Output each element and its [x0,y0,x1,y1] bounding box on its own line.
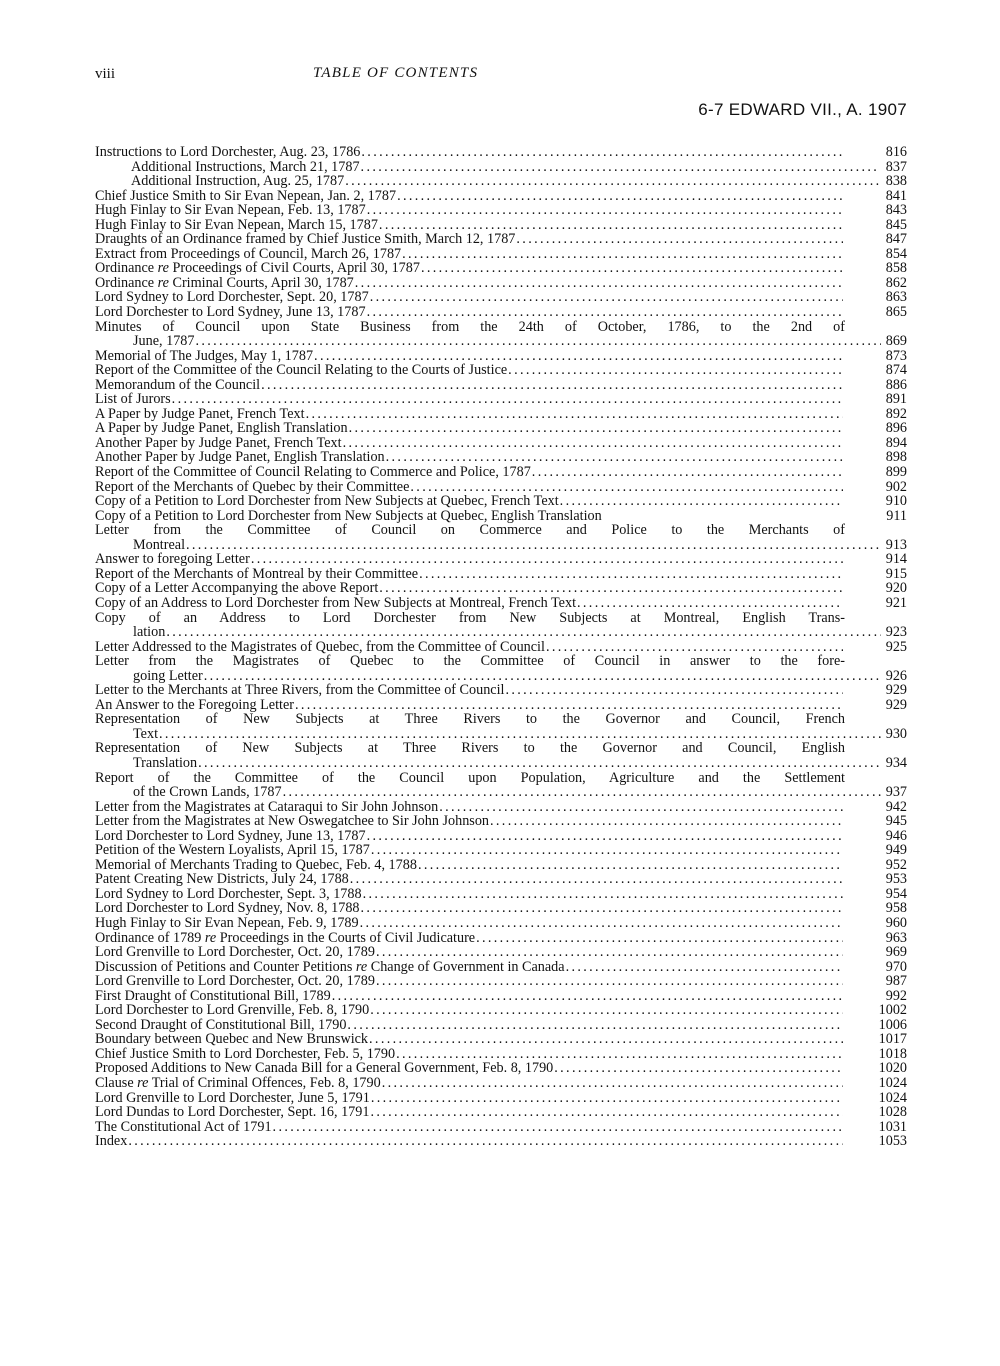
entry-page-number: 926 [885,667,907,684]
toc-entry [95,814,907,829]
toc-entry [95,945,907,960]
dot-leader [418,858,843,873]
entry-title: Lord Grenville to Lord Dorchester, Oct. 20, 1789 [95,944,375,961]
entry-page-number: 1002 [878,1002,907,1019]
dot-leader [379,218,843,233]
entry-title: Copy of an Address to Lord Dorchester from New Subjects at Montreal, English Trans- [95,609,845,626]
entry-title: Lord Dundas to Lord Dorchester, Sept. 16, 1791 [95,1104,370,1121]
toc-entry [95,1047,907,1062]
entry-page-number: 891 [885,391,907,408]
entry-page-number: 920 [885,580,907,597]
dot-leader [410,480,843,495]
entry-title: A Paper by Judge Panet, English Translation [95,420,348,437]
entry-title: Copy of a Letter Accompanying the above Report [95,580,379,597]
entry-title: Letter from the Magistrates at New Oswegatchee to Sir John Johnson [95,813,490,830]
dot-leader [361,160,879,175]
entry-title: Extract from Proceedings of Council, March 26, 1787 [95,245,402,262]
entry-page-number: 862 [885,274,907,291]
entry-title: Representation of New Subjects at Three Rivers to the Governor and Council, French [95,711,845,728]
dot-leader [166,625,881,640]
entry-title: Report of the Committee of the Council upon Population, Agriculture and the Settlement [95,769,845,786]
entry-page-number: 1020 [878,1060,907,1077]
entry-page-number: 929 [885,696,907,713]
toc-entry [95,843,907,858]
dot-leader [332,989,843,1004]
entry-title: Discussion of Petitions and Counter Petitions re Change of Government in Canada [95,958,565,975]
entry-page-number: 911 [886,507,907,524]
entry-title-continuation: June, 1787 [133,333,195,350]
entry-title: Ordinance re Proceedings of Civil Courts, April 30, 1787 [95,260,420,277]
entry-title: Chief Justice Smith to Lord Dorchester, Feb. 5, 1790 [95,1045,396,1062]
entry-page-number: 958 [885,900,907,917]
toc-entry [95,800,907,815]
toc-entry [95,640,907,655]
entry-page-number: 953 [885,871,907,888]
page-number: viii [95,66,116,82]
toc-entry [95,741,907,770]
toc-entry [95,989,907,1004]
entry-page-number: 946 [885,827,907,844]
entry-page-number: 845 [885,216,907,233]
dot-leader [370,1003,843,1018]
entry-page-number: 1024 [878,1075,907,1091]
session-heading: 6-7 EDWARD VII., A. 1907 [698,100,907,119]
entry-title: Petition of the Western Loyalists, April 15, 1787 [95,842,370,859]
toc-entry [95,901,907,916]
dot-leader [370,1105,843,1120]
entry-title: Index [95,1133,128,1150]
toc-entry [95,872,907,887]
toc-entry [95,698,907,713]
entry-page-number: 902 [885,478,907,495]
dot-leader [421,261,843,276]
toc-entry [95,1061,907,1076]
entry-page-number: 869 [885,333,907,350]
entry-title: Hugh Finlay to Sir Evan Nepean, Feb. 9, 1789 [95,914,359,931]
dot-leader [397,189,843,204]
entry-title: Another Paper by Judge Panet, English Translation [95,449,385,466]
dot-leader [369,1032,843,1047]
entry-title: Memorandum of the Council [95,376,261,393]
entry-title: Lord Sydney to Lord Dorchester, Sept. 20, 1787 [95,289,369,306]
entry-title: Patent Creating New Districts, July 24, 1788 [95,871,349,888]
entry-title: Memorial of Merchants Trading to Quebec, Feb. 4, 1788 [95,856,417,873]
dot-leader [345,174,879,189]
entry-title-continuation: Translation [133,754,198,771]
dot-leader [376,945,843,960]
entry-page-number: 896 [885,420,907,437]
entry-title: Copy of an Address to Lord Dorchester from New Subjects at Montreal, French Text [95,594,577,611]
dot-leader [371,1091,843,1106]
entry-title: Instructions to Lord Dorchester, Aug. 23, 1786 [95,144,361,160]
entry-page-number: 1018 [878,1045,907,1062]
entry-title: Letter from the Magistrates of Quebec to the Committee of Council in answer to the fore- [95,653,845,670]
dot-leader [283,785,881,800]
entry-page-number: 934 [885,754,907,771]
dot-leader [516,232,843,247]
entry-title: Hugh Finlay to Sir Evan Nepean, Feb. 13, 1787 [95,202,366,219]
entry-title: Ordinance re Criminal Courts, April 30, 1787 [95,274,354,291]
entry-title: Letter Addressed to the Magistrates of Quebec, from the Committee of Council [95,638,545,655]
toc-entry [95,218,907,233]
toc-entry [95,189,907,204]
dot-leader [360,916,843,931]
entry-title: Boundary between Quebec and New Brunswick [95,1031,369,1048]
entry-page-number: 1017 [878,1031,907,1048]
entry-title-continuation: of the Crown Lands, 1787 [133,784,282,801]
toc-entry [95,436,907,451]
dot-leader [159,727,881,742]
toc-entry [95,523,907,552]
dot-leader [361,901,843,916]
toc-entry [95,1134,907,1149]
dot-leader [532,465,843,480]
toc-entry [95,1018,907,1033]
dot-leader [343,436,843,451]
toc-entry [95,771,907,800]
toc-entry [95,683,907,698]
entry-title: Lord Dorchester to Lord Grenville, Feb. 8, 1790 [95,1002,370,1019]
dot-leader [367,203,843,218]
entry-page-number: 837 [885,158,907,175]
running-title: TABLE OF CONTENTS [313,65,479,81]
toc-entry [95,407,907,422]
entry-page-number: 937 [885,784,907,801]
entry-page-number: 873 [885,347,907,364]
dot-leader [505,683,843,698]
toc-entry [95,261,907,276]
entry-title: An Answer to the Foregoing Letter [95,696,294,713]
entry-page-number: 913 [885,536,907,553]
dot-leader [376,974,843,989]
entry-title: Letter to the Merchants at Three Rivers, from the Committee of Council [95,682,505,699]
dot-leader [490,814,843,829]
toc-entry [95,654,907,683]
toc-entry [95,829,907,844]
dot-leader [361,145,843,160]
entry-page-number: 847 [885,231,907,248]
dot-leader [195,334,881,349]
entry-title-continuation: Montreal [133,536,186,553]
entry-title: Another Paper by Judge Panet, French Text [95,434,342,451]
entry-page-number: 969 [885,944,907,961]
entry-page-number: 886 [885,376,907,393]
toc-entry [95,480,907,495]
toc-entry [95,931,907,946]
entry-title: Answer to foregoing Letter [95,551,250,568]
entry-page-number: 942 [885,798,907,815]
entry-title: Second Draught of Constitutional Bill, 1790 [95,1016,347,1033]
toc-entry [95,611,907,640]
entry-title: Additional Instructions, March 21, 1787 [131,158,360,175]
toc-entry [95,494,907,509]
toc-entry [95,160,907,175]
dot-leader [508,363,843,378]
dot-leader [198,756,881,771]
entry-title: Copy of a Petition to Lord Dorchester from New Subjects at Quebec, French Text [95,493,559,510]
entry-page-number: 921 [885,594,907,611]
entry-title: Copy of a Petition to Lord Dorchester from New Subjects at Quebec, English Translation [95,507,602,524]
toc-entry [95,276,907,291]
dot-leader [577,596,843,611]
entry-page-number: 1024 [878,1089,907,1106]
toc-entry [95,712,907,741]
entry-title: Memorial of The Judges, May 1, 1787 [95,347,314,364]
dot-leader [402,247,843,262]
entry-title: Lord Dorchester to Lord Sydney, Nov. 8, 1788 [95,900,360,917]
entry-page-number: 910 [885,493,907,510]
entry-page-number: 816 [885,144,907,160]
toc-entry [95,1003,907,1018]
entry-page-number: 970 [885,958,907,975]
dot-leader [370,290,843,305]
toc-entry [95,305,907,320]
toc-entry [95,1120,907,1135]
toc-entry [95,1091,907,1106]
dot-leader [363,887,843,902]
entry-page-number: 892 [885,405,907,422]
entry-title: Lord Sydney to Lord Dorchester, Sept. 3, 1788 [95,885,362,902]
entry-page-number: 854 [885,245,907,262]
entry-page-number: 838 [885,173,907,190]
entry-title: Letter from the Committee of Council on Commerce and Police to the Merchants of [95,522,845,539]
entry-title-continuation: lation [133,624,166,641]
toc-entry [95,509,907,524]
dot-leader [347,1018,843,1033]
dot-leader [306,407,843,422]
dot-leader [367,829,843,844]
toc-entry [95,421,907,436]
dot-leader [371,843,843,858]
entry-page-number: 914 [885,551,907,568]
entry-title-continuation: Text [133,725,159,742]
dot-leader [396,1047,843,1062]
entry-page-number: 987 [885,973,907,990]
entry-title-continuation: going Letter [133,667,203,684]
toc-entry [95,858,907,873]
entry-title: List of Jurors [95,391,171,408]
entry-title: The Constitutional Act of 1791 [95,1118,272,1135]
entry-page-number: 949 [885,842,907,859]
toc-entry [95,203,907,218]
toc-entry [95,174,907,189]
dot-leader [560,494,843,509]
dot-leader [295,698,843,713]
entry-page-number: 960 [885,914,907,931]
entry-page-number: 925 [885,638,907,655]
toc-entry [95,320,907,349]
entry-page-number: 954 [885,885,907,902]
entry-title: Chief Justice Smith to Sir Evan Nepean, Jan. 2, 1787 [95,187,397,204]
entry-page-number: 1031 [878,1118,907,1135]
toc-entry [95,363,907,378]
entry-title: First Draught of Constitutional Bill, 1789 [95,987,331,1004]
toc-entry [95,567,907,582]
toc-entry [95,465,907,480]
entry-title: Minutes of Council upon State Business from the 24th of October, 1786, to the 2nd of [95,318,845,335]
toc-entry [95,960,907,975]
entry-page-number: 841 [885,187,907,204]
entry-title: Report of the Merchants of Montreal by their Committee [95,565,419,582]
entry-title: Proposed Additions to New Canada Bill for a General Government, Feb. 8, 1790 [95,1060,554,1077]
entry-title: Lord Dorchester to Lord Sydney, June 13, 1787 [95,827,366,844]
entry-page-number: 858 [885,260,907,277]
entry-title: Clause re Trial of Criminal Offences, Feb. 8, 1790 [95,1075,381,1091]
toc-entry [95,887,907,902]
toc-entry [95,450,907,465]
toc-entry [95,1032,907,1047]
entry-page-number: 874 [885,362,907,379]
entry-page-number: 1006 [878,1016,907,1033]
dot-leader [186,538,881,553]
entry-title: Letter from the Magistrates at Cataraqui to Sir John Johnson [95,798,439,815]
dot-leader [349,421,843,436]
entry-page-number: 952 [885,856,907,873]
dot-leader [367,305,843,320]
entry-title: A Paper by Judge Panet, French Text [95,405,305,422]
toc-entry [95,145,907,160]
dot-leader [314,349,843,364]
entry-page-number: 929 [885,682,907,699]
dot-leader [476,931,843,946]
entry-title: Report of the Merchants of Quebec by their Committee [95,478,410,495]
entry-page-number: 992 [885,987,907,1004]
entry-title: Lord Grenville to Lord Dorchester, June 5, 1791 [95,1089,370,1106]
dot-leader [350,872,843,887]
entry-page-number: 1028 [878,1104,907,1121]
dot-leader [382,1076,843,1091]
entry-title: Ordinance of 1789 re Proceedings in the Courts of Civil Judicature [95,929,476,946]
toc-entry [95,596,907,611]
entry-page-number: 915 [885,565,907,582]
entry-title: Representation of New Subjects at Three Rivers to the Governor and Council, English [95,740,845,757]
toc-entry [95,247,907,262]
entry-title: Hugh Finlay to Sir Evan Nepean, March 15, 1787 [95,216,378,233]
dot-leader [546,640,843,655]
toc-entry [95,916,907,931]
entry-page-number: 894 [885,434,907,451]
dot-leader [355,276,843,291]
dot-leader [261,378,843,393]
toc-entry [95,392,907,407]
toc-entry [95,290,907,305]
dot-leader [379,581,843,596]
toc-entry [95,378,907,393]
entry-page-number: 898 [885,449,907,466]
toc-entry [95,552,907,567]
toc-entry [95,581,907,596]
dot-leader [419,567,843,582]
dot-leader [172,392,843,407]
dot-leader [566,960,843,975]
dot-leader [128,1134,843,1149]
toc-entry [95,1105,907,1120]
entry-title: Draughts of an Ordinance framed by Chief Justice Smith, March 12, 1787 [95,231,516,248]
entry-title: Report of the Committee of the Council Relating to the Courts of Justice [95,362,508,379]
entry-page-number: 1053 [878,1133,907,1150]
entry-title: Report of the Committee of Council Relating to Commerce and Police, 1787 [95,464,531,481]
dot-leader [554,1061,843,1076]
toc-entry [95,974,907,989]
toc-entry [95,1076,907,1091]
entry-page-number: 930 [885,725,907,742]
entry-page-number: 963 [885,929,907,946]
entry-page-number: 843 [885,202,907,219]
toc-entry [95,349,907,364]
table-of-contents [95,145,907,1149]
dot-leader [439,800,843,815]
dot-leader [386,450,843,465]
toc-entry [95,232,907,247]
entry-page-number: 865 [885,304,907,321]
entry-page-number: 923 [885,624,907,641]
dot-leader [273,1120,843,1135]
entry-title: Lord Grenville to Lord Dorchester, Oct. 20, 1789 [95,973,375,990]
entry-page-number: 899 [885,464,907,481]
dot-leader [204,669,881,684]
entry-title: Lord Dorchester to Lord Sydney, June 13, 1787 [95,304,366,321]
entry-page-number: 863 [885,289,907,306]
entry-page-number: 945 [885,813,907,830]
entry-title: Additional Instruction, Aug. 25, 1787 [131,173,345,190]
dot-leader [251,552,843,567]
